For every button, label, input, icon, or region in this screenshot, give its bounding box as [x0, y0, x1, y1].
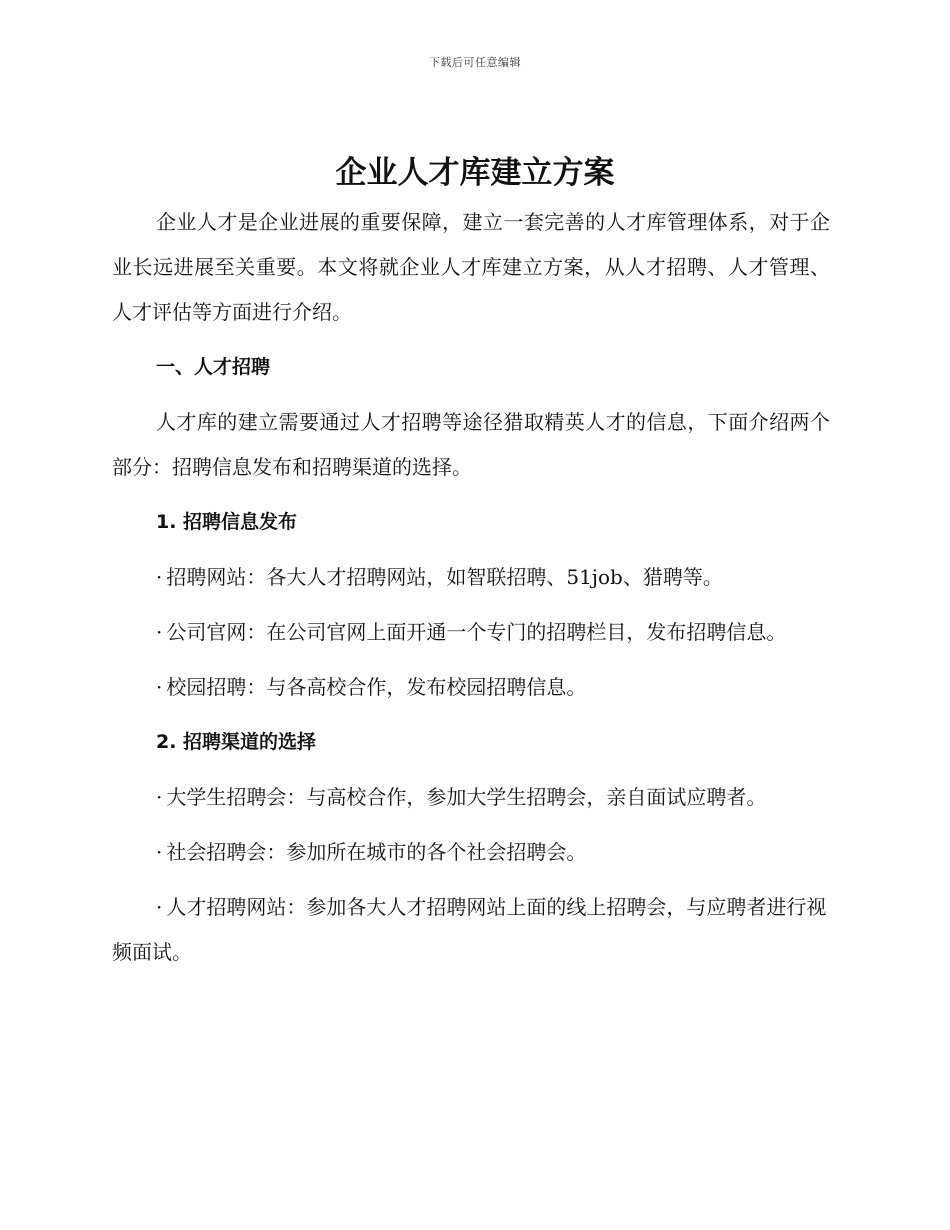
page-header-note: 下载后可任意编辑 [429, 56, 521, 69]
bullet-marker: · [156, 895, 163, 919]
list-item [112, 885, 830, 975]
list-item [112, 775, 830, 820]
list-item-text: 大学生招聘会：与高校合作，参加大学生招聘会，亲自面试应聘者。 [166, 785, 767, 809]
list-item-text: 招聘网站：各大人才招聘网站，如智联招聘、51job、猎聘等。 [166, 565, 723, 589]
bullet-marker: · [156, 840, 163, 864]
list-item-text: 人才招聘网站：参加各大人才招聘网站上面的线上招聘会，与应聘者进行视频面试。 [112, 895, 827, 964]
list-item [112, 555, 830, 600]
bullet-marker: · [156, 675, 163, 699]
bullet-marker: · [156, 565, 163, 589]
list-item-text: 社会招聘会：参加所在城市的各个社会招聘会。 [166, 840, 587, 864]
list-item [112, 665, 830, 710]
list-item [112, 610, 830, 655]
document-title: 企业人才库建立方案 [335, 155, 615, 191]
subsection-heading-channel-select: 2. 招聘渠道的选择 [156, 731, 317, 753]
section-intro-paragraph: 人才库的建立需要通过人才招聘等途径猎取精英人才的信息，下面介绍两个部分：招聘信息发布和招聘渠道的选择。 [112, 410, 830, 479]
intro-paragraph: 企业人才是企业进展的重要保障，建立一套完善的人才库管理体系，对于企业长远进展至关重要。本文将就企业人才库建立方案，从人才招聘、人才管理、人才评估等方面进行介绍。 [112, 210, 830, 324]
bullet-marker: · [156, 620, 163, 644]
list-item-text: 公司官网：在公司官网上面开通一个专门的招聘栏目，发布招聘信息。 [166, 620, 787, 644]
subsection-heading-info-publish: 1. 招聘信息发布 [156, 511, 298, 533]
list-item [112, 830, 830, 875]
section-heading-recruitment: 一、人才招聘 [156, 356, 271, 378]
bullet-marker: · [156, 785, 163, 809]
document-body [112, 200, 830, 985]
list-item-text: 校园招聘：与各高校合作，发布校园招聘信息。 [166, 675, 587, 699]
